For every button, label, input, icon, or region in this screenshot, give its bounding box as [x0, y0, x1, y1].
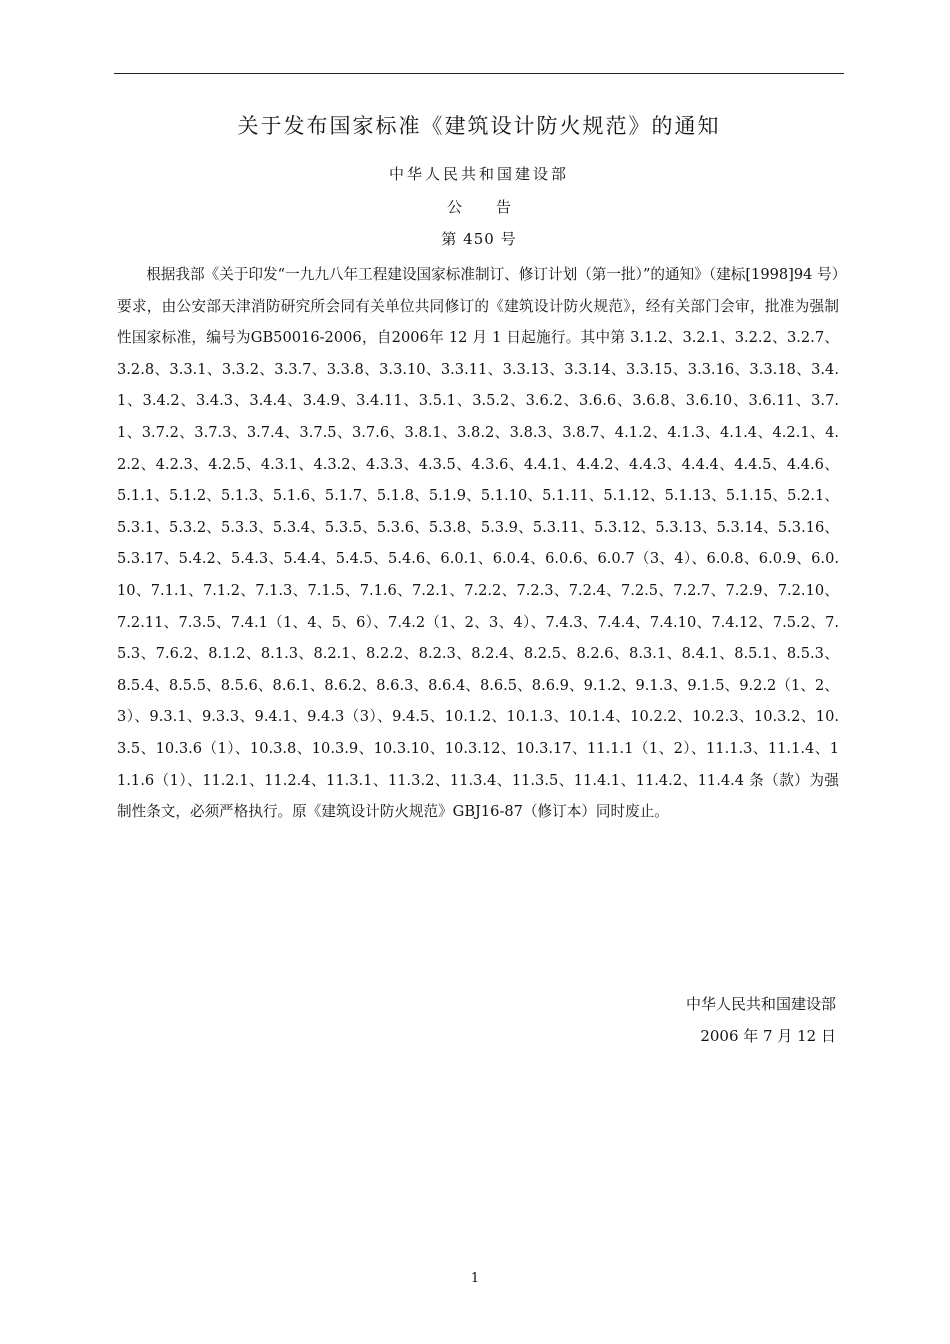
document-title: 关于发布国家标准《建筑设计防火规范》的通知 — [237, 114, 721, 138]
announcement-number: 第 450 号 — [441, 230, 517, 248]
signature-date: 2006 年 7 月 12 日 — [700, 1027, 836, 1045]
announcement-heading: 公告 — [446, 198, 545, 216]
issuer-name: 中华人民共和国建设部 — [388, 165, 569, 183]
page-number: 1 — [470, 1271, 480, 1286]
signature-organization: 中华人民共和国建设部 — [685, 995, 836, 1013]
header-rule — [114, 73, 844, 74]
notice-body: 根据我部《关于印发“一九九八年工程建设国家标准制订、修订计划（第一批）”的通知》（建标[1998]94 号）要求，由公安部天津消防研究所会同有关单位共同修订的《建筑设计防火规范》，经有关部门会审，批准为强制性国家标准，编号为GB50016-2006，自2006年 12 月 1 日起施行。其中第 3.1.2、3.2.1、3.2.2、3.2.7、3.2.8、3.3.1、3.3.2、3.3.7、3.3.8、3.3.10、3.3.11、3.3.13、3.3.14、3.3.15、3.3.16、3.3.18、3.4.1、3.4.2、3.4.3、3.4.4、3.4.9、3.4.11、3.5.1、3.5.2、3.6.2、3.6.6、3.6.8、3.6.10、3.6.11、3.7.1、3.7.2、3.7.3、3.7.4、3.7.5、3.7.6、3.8.1、3.8.2、3.8.3、3.8.7、4.1.2、4.1.3、4.1.4、4.2.1、4.2.2、4.2.3、4.2.5、4.3.1、4.3.2、4.3.3、4.3.5、4.3.6、4.4.1、4.4.2、4.4.3、4.4.4、4.4.5、4.4.6、5.1.1、5.1.2、5.1.3、5.1.6、5.1.7、5.1.8、5.1.9、5.1.10、5.1.11、5.1.12、5.1.13、5.1.15、5.2.1、5.3.1、5.3.2、5.3.3、5.3.4、5.3.5、5.3.6、5.3.8、5.3.9、5.3.11、5.3.12、5.3.13、5.3.14、5.3.16、5.3.17、5.4.2、5.4.3、5.4.4、5.4.5、5.4.6、6.0.1、6.0.4、6.0.6、6.0.7（3、4）、6.0.8、6.0.9、6.0.10、7.1.1、7.1.2、7.1.3、7.1.5、7.1.6、7.2.1、7.2.2、7.2.3、7.2.4、7.2.5、7.2.7、7.2.9、7.2.10、7.2.11、7.3.5、7.4.1（1、4、5、6）、7.4.2（1、2、3、4）、7.4.3、7.4.4、7.4.10、7.4.12、7.5.2、7.5.3、7.6.2、8.1.2、8.1.3、8.2.1、8.2.2、8.2.3、8.2.4、8.2.5、8.2.6、8.3.1、8.4.1、8.5.1、8.5.3、8.5.4、8.5.5、8.5.6、8.6.1、8.6.2、8.6.3、8.6.4、8.6.5、8.6.9、9.1.2、9.1.3、9.1.5、9.2.2（1、2、3）、9.3.1、9.3.3、9.4.1、9.4.3（3）、9.4.5、10.1.2、10.1.3、10.1.4、10.2.2、10.2.3、10.3.2、10.3.5、10.3.6（1）、10.3.8、10.3.9、10.3.10、10.3.12、10.3.17、11.1.1（1、2）、11.1.3、11.1.4、11.1.6（1）、11.2.1、11.2.4、11.3.1、11.3.2、11.3.4、11.3.5、11.4.1、11.4.2、11.4.4 条（款）为强制性条文，必须严格执行。原《建筑设计防火规范》GBJ16-87（修订本）同时废止。 — [117, 266, 839, 821]
